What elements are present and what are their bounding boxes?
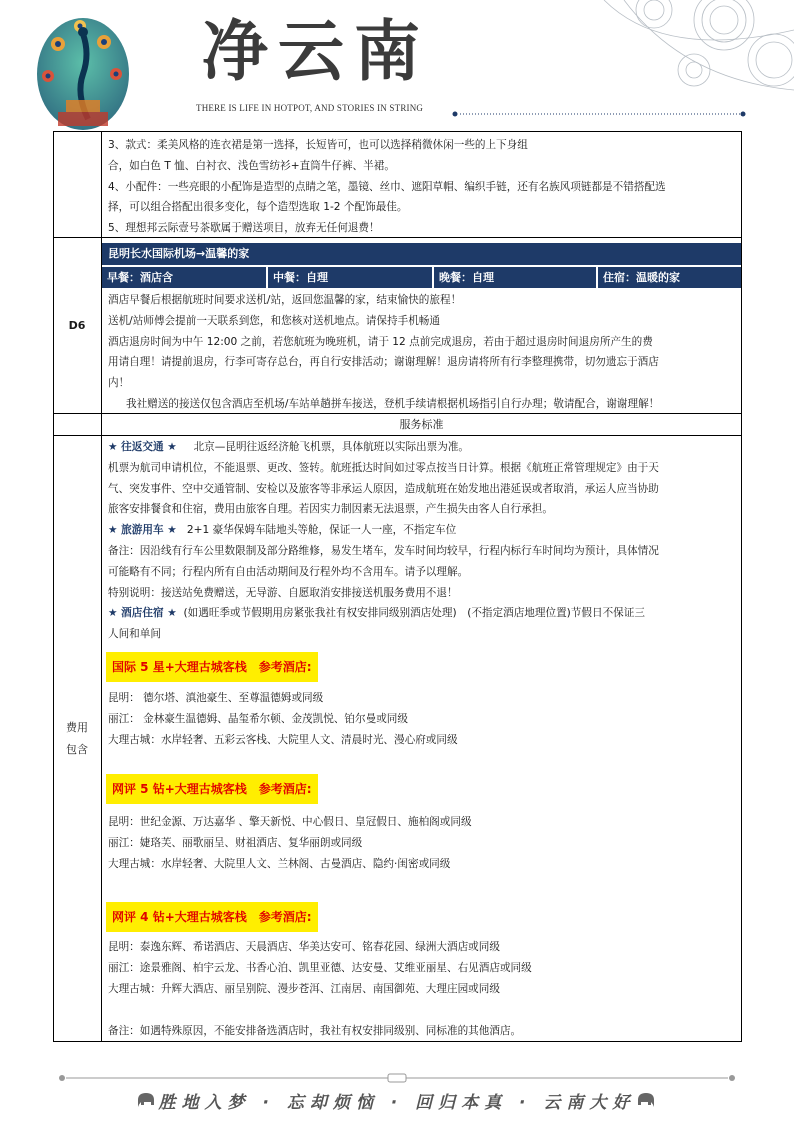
bus-line: 可能略有不同；行程内所有自由活动期间及行程外均不含用车。请予以理解。 bbox=[108, 565, 469, 578]
tier2-hotels bbox=[108, 812, 736, 875]
tip-line: 5、理想邦云际壹号茶歇属于赠送项目，放弃无任何退费！ bbox=[108, 222, 380, 235]
lodging: 住宿：温暖的家 bbox=[598, 267, 741, 288]
footer-slogan: 胜地入梦 · 忘却烦恼 · 回归本真 · 云南大好 bbox=[158, 1093, 636, 1113]
desc-line: 我社赠送的接送仅包含酒店至机场/车站单趟拼车接送，登机手续请根据机场指引自行办理；敬请配合，谢谢理解！ bbox=[126, 397, 660, 410]
brand-title: 净云南 bbox=[202, 12, 430, 90]
tier1-title: 国际 5 星+大理古城客栈 参考酒店: bbox=[106, 652, 318, 682]
attire-tips bbox=[108, 135, 736, 239]
fee-includes-label: 费用包含 bbox=[66, 720, 88, 756]
hotel-summary: (如遇旺季或节假期用房紧张我社有权安排同级别酒店处理) (不指定酒店地理位置)节假日不保证三 bbox=[183, 607, 645, 620]
hotel-line: 昆明：世纪金源、万达嘉华 、擎天新悦、中心假日、皇冠假日、施柏阁或同级 bbox=[108, 816, 472, 828]
transport-line: 气、突发事件、空中交通管制、安检以及旅客等非承运人原因，造成航班在始发地出港延误或者取消，承运人应当协助 bbox=[108, 482, 659, 495]
tip-line: 4、小配件：一些亮眼的小配饰是造型的点睛之笔，墨镜、丝巾、遮阳草帽、编织手链，还有名族风项链都是不错搭配选 bbox=[108, 180, 666, 193]
desc-line: 酒店退房时间为中午 12:00 之前，若您航班为晚班机，请于 12 点前完成退房，若由于超过退房时间退房所产生的费 bbox=[108, 335, 653, 348]
hotel-line: 丽江：途景雅阁、柏宇云龙、书香心泊、凯里亚德、达安曼、艾维亚丽星、右见酒店或同级 bbox=[108, 962, 532, 974]
elephant-icon bbox=[634, 1090, 656, 1108]
peacock-illustration bbox=[28, 4, 138, 134]
header-dotted-line bbox=[452, 110, 747, 118]
brand-tagline: THERE IS LIFE IN HOTPOT, AND STORIES IN STRING bbox=[196, 103, 424, 113]
meal-dinner: 晚餐：自理 bbox=[434, 267, 596, 288]
tip-line: 择，可以组合搭配出很多变化，每个造型选取 1-2 个配饰最佳。 bbox=[108, 201, 408, 214]
transport-line: 机票为航司申请机位，不能退票、更改、签转。航班抵达时间如过零点按当日计算。根据《航班正常管理规定》由于天 bbox=[108, 461, 659, 474]
hotel-summary-cont: 人间和单间 bbox=[108, 628, 161, 641]
day-label: D6 bbox=[68, 318, 86, 332]
bus-line: 特别说明：接送站免费赠送，无导游、自愿取消安排接送机服务费用不退！ bbox=[108, 586, 458, 599]
hotel-line: 昆明：泰逸东辉、希诺酒店、天晨酒店、华美达安可、铭春花园、绿洲大酒店或同级 bbox=[108, 941, 500, 953]
hotel-line: 大理古城：水岸轻奢、五彩云客栈、大院里人文、清晨时光、漫心府或同级 bbox=[108, 734, 458, 746]
bus-heading: ★ 旅游用车 ★ bbox=[108, 524, 177, 537]
table-row-border bbox=[53, 435, 742, 436]
transport-summary: 北京—昆明往返经济舱飞机票，具体航班以实际出票为准。 bbox=[193, 441, 470, 453]
desc-line: 送机/站师傅会提前一天联系到您，和您核对送机地点。请保持手机畅通 bbox=[108, 314, 440, 327]
tier3-title: 网评 4 钻+大理古城客栈 参考酒店: bbox=[106, 902, 318, 932]
transport-section bbox=[108, 437, 736, 645]
meal-lunch: 中餐：自理 bbox=[268, 267, 432, 288]
hotel-line: 丽江：婕珞芙、丽歌丽呈、财祖酒店、复华丽朗或同级 bbox=[108, 837, 363, 849]
day-route-title: 昆明长水国际机场→温馨的家 bbox=[102, 243, 741, 265]
lace-decoration bbox=[544, 0, 794, 105]
desc-line: 内！ bbox=[108, 377, 130, 390]
bus-summary: 2+1 豪华保姆车陆地头等舱，保证一人一座，不指定车位 bbox=[186, 524, 457, 537]
hotel-line: 丽江： 金林豪生温德姆、晶玺希尔顿、金茂凯悦、铂尔曼或同级 bbox=[108, 713, 408, 725]
transport-line: 旅客安排餐食和住宿，费用由旅客自理。若因实力制因素无法退票，产生损失由客人自行承担。 bbox=[108, 503, 553, 516]
tip-line: 3、款式：柔美风格的连衣裙是第一选择，长短皆可，也可以选择稍微休闲一些的上下身组 bbox=[108, 139, 528, 151]
meal-breakfast: 早餐：酒店含 bbox=[102, 267, 266, 288]
desc-line: 用请自理！请提前退房，行李可寄存总台，再自行安排活动；谢谢理解！退房请将所有行李整理携带，切勿遗忘于酒店 bbox=[108, 356, 659, 369]
day-description bbox=[108, 290, 736, 415]
hotel-line: 大理古城：升辉大酒店、丽呈别院、漫步苍洱、江南居、南国御苑、大理庄园或同级 bbox=[108, 983, 500, 995]
tier1-hotels bbox=[108, 688, 736, 751]
hotel-line: 大理古城：水岸轻奢、大院里人文、兰林阁、古曼酒店、隐约·闺密或同级 bbox=[108, 858, 451, 870]
bus-line: 备注：因沿线有行车公里数限制及部分路维修，易发生堵车，发车时间均较早，行程内标行车时间均为预计，具体情况 bbox=[108, 544, 659, 557]
section-title: 服务标准 bbox=[399, 418, 444, 431]
hotel-note: 备注：如遇特殊原因，不能安排备选酒店时，我社有权安排同级别、同标准的其他酒店。 bbox=[108, 1025, 522, 1037]
footer-ornament-line bbox=[58, 1073, 736, 1083]
tier2-title: 网评 5 钻+大理古城客栈 参考酒店: bbox=[106, 774, 318, 804]
tier3-hotels bbox=[108, 937, 736, 1000]
desc-line: 酒店早餐后根据航班时间要求送机/站，返回您温馨的家，结束愉快的旅程！ bbox=[108, 294, 462, 306]
hotel-line: 昆明： 德尔塔、滇池豪生、至尊温德姆或同级 bbox=[108, 692, 324, 704]
tip-line: 合，如白色 T 恤、白衬衣、浅色雪纺衫+直筒牛仔裤、半裙。 bbox=[108, 159, 395, 172]
hotel-heading: ★ 酒店住宿 ★ bbox=[108, 607, 177, 620]
transport-heading: ★ 往返交通 ★ bbox=[108, 441, 177, 453]
